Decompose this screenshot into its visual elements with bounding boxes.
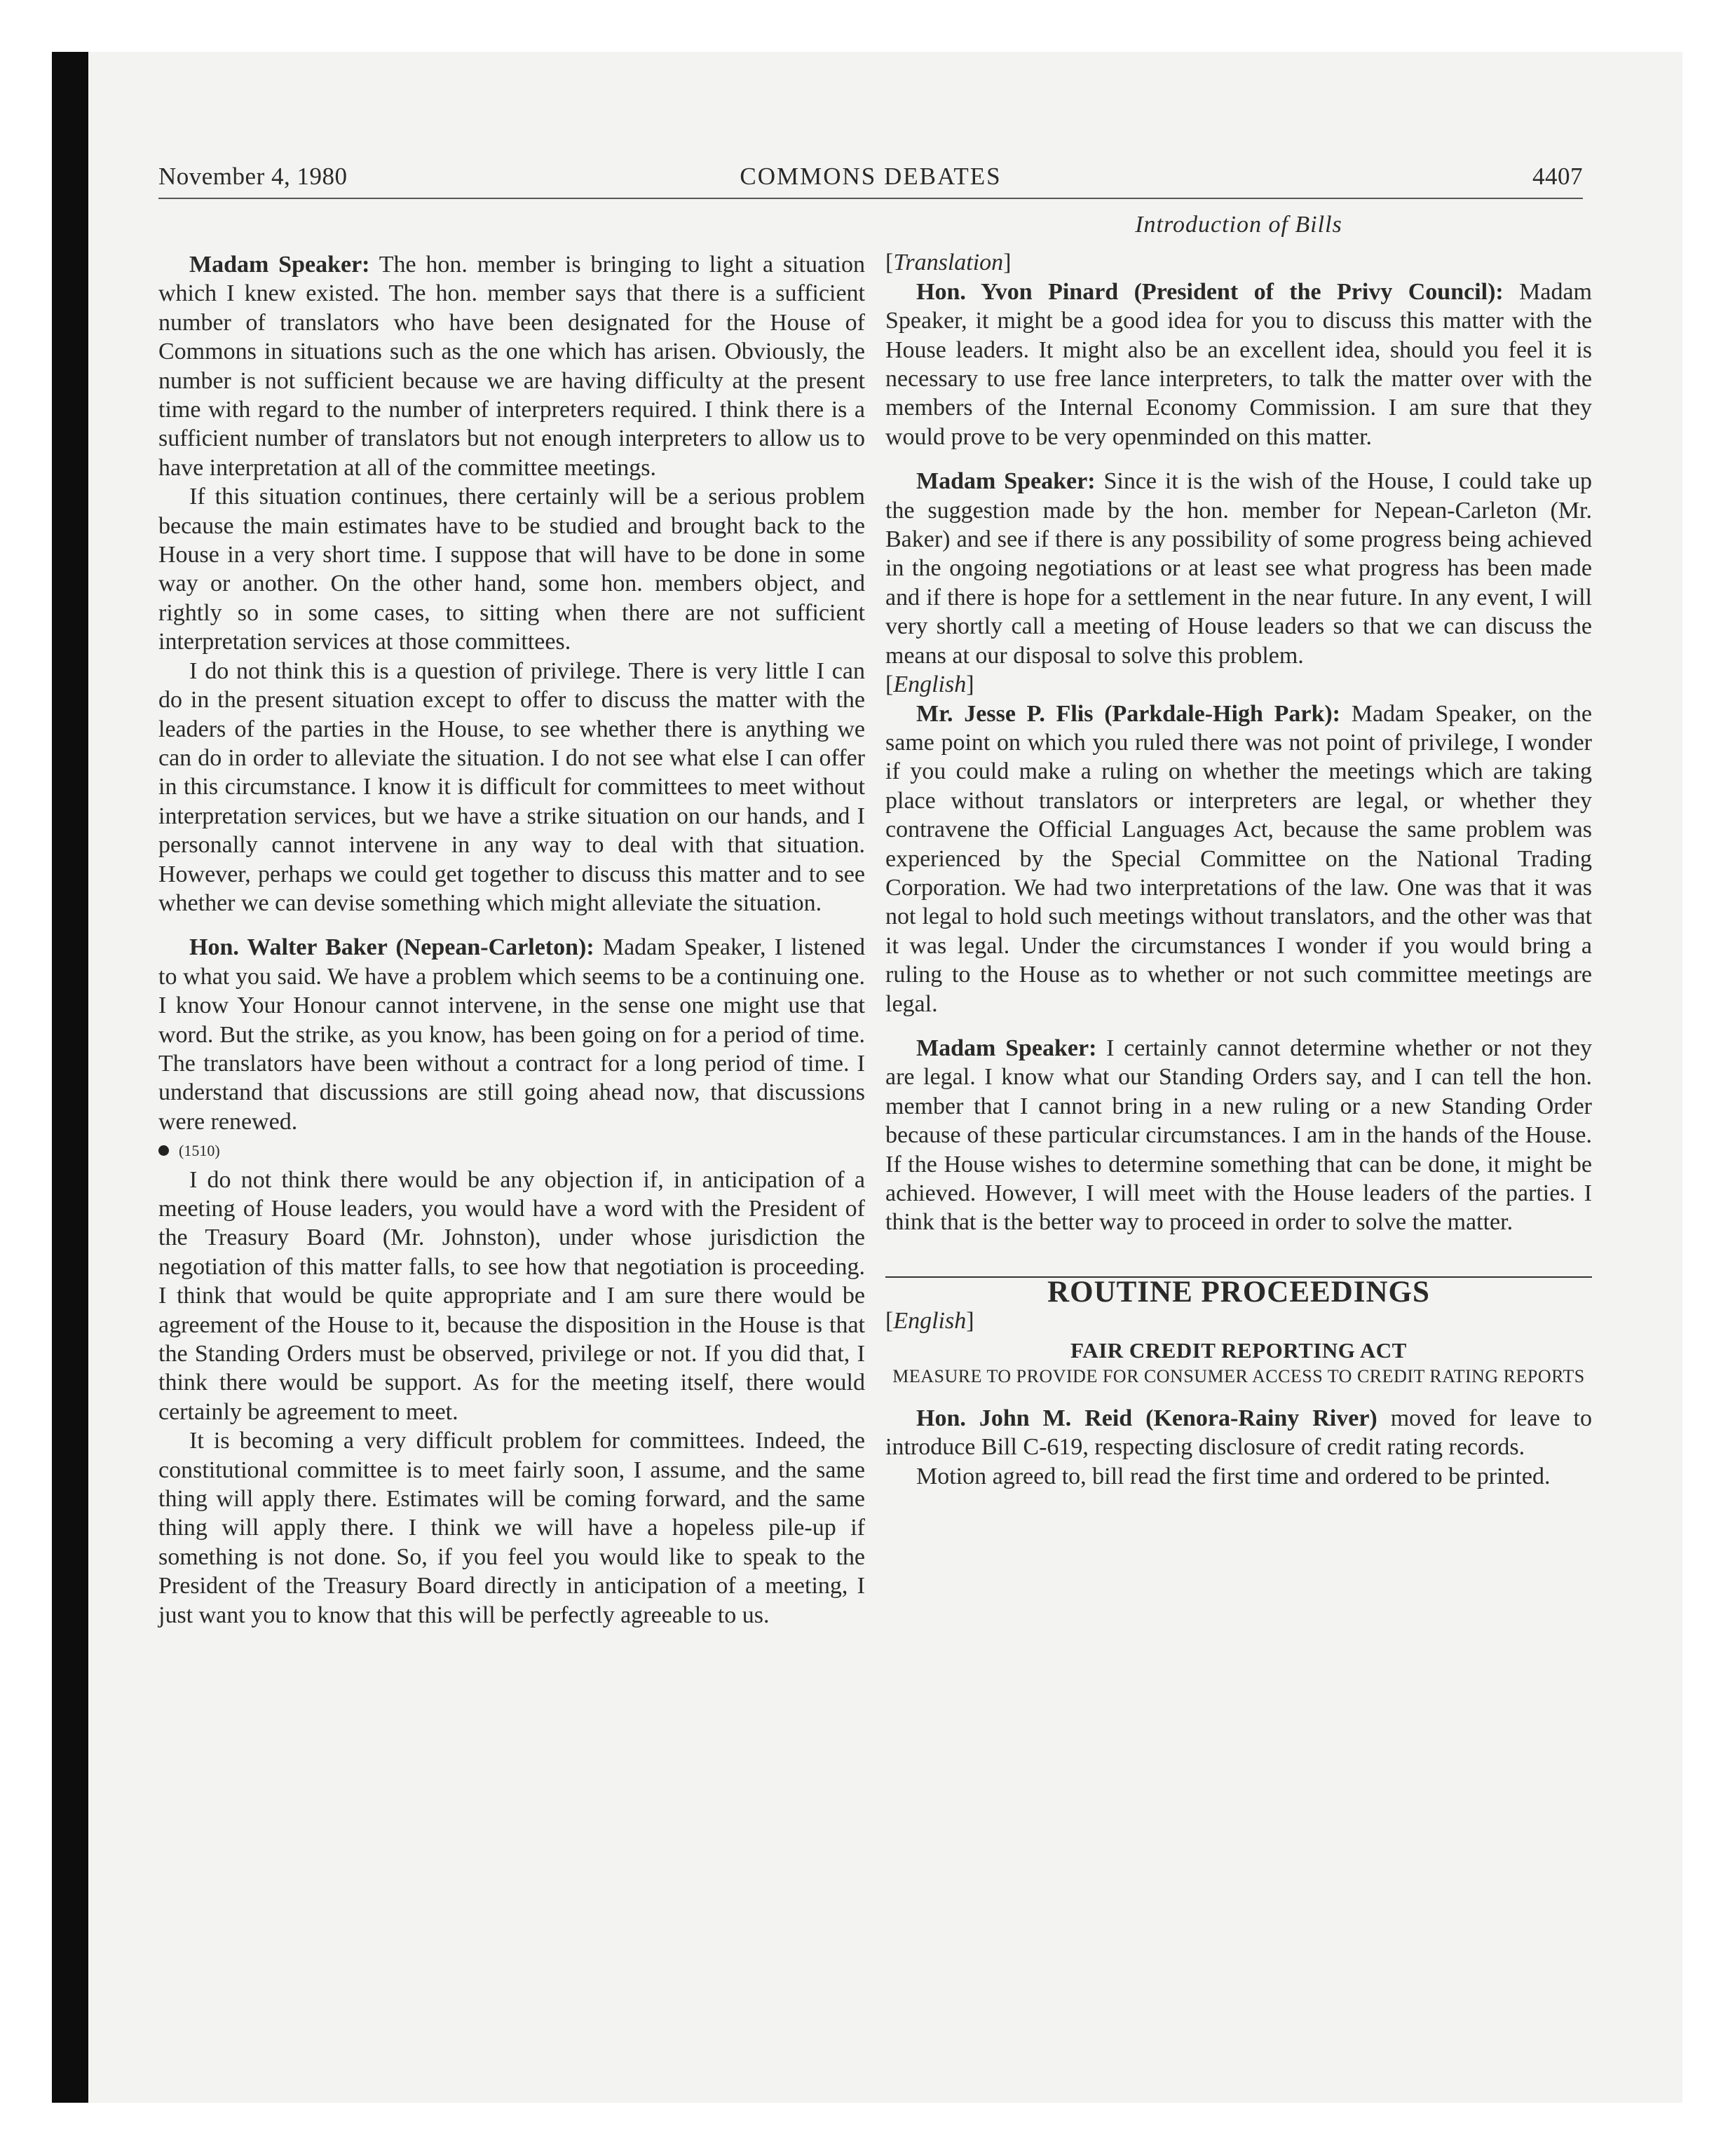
speech-paragraph [885, 278, 1592, 451]
speaker-name: Madam Speaker: [916, 1035, 1097, 1061]
speaker-name: Hon. John M. Reid (Kenora-Rainy River) [916, 1405, 1377, 1432]
speech-paragraph [885, 1034, 1592, 1237]
bullet-icon [158, 1145, 169, 1156]
right-column [885, 210, 1592, 1491]
act-subtitle: MEASURE TO PROVIDE FOR CONSUMER ACCESS TO CREDIT RATING REPORTS [892, 1366, 1585, 1387]
speech-text: Since it is the wish of the House, I could take up the suggestion made by the hon. member for Nepean-Carleton (Mr. Baker) and see if there is any possibility of some progress being achieved in the ongoing negotiations or at least see what progress has been made and if there is hope for a settlement in the near future. In any event, I will very shortly call a meeting of House leaders so that we can discuss the means at our disposal to solve this problem. [885, 468, 1592, 669]
language-marker-text: English [893, 671, 967, 698]
speech-paragraph: If this situation continues, there certainly will be a serious problem because the main estimates have to be studied and brought back to the House in a very short time. I suppose that will have to be done in some way or another. On the other hand, some hon. members object, and rightly so in some cases, to sitting when there are not sufficient interpretation services at those committees. [158, 484, 865, 655]
language-marker: [English] [885, 671, 974, 698]
speech-paragraph [885, 700, 1592, 1018]
left-column [158, 210, 865, 1630]
speech-paragraph: Motion agreed to, bill read the first time and ordered to be printed. [916, 1463, 1551, 1489]
speaker-name: Madam Speaker: [916, 468, 1096, 495]
speech-text: The hon. member is bringing to light a situation which I knew existed. The hon. member says that there is a sufficient number of translators who have been designated for the House of Commons in situations such as the one which has arisen. Obviously, the number is not sufficient because we are having difficulty at the present time with regard to the number of interpreters required. I think there is a sufficient number of translators but not enough interpreters to allow us to have interpretation at all of the committee meetings. [158, 252, 865, 481]
routine-proceedings-heading: ROUTINE PROCEEDINGS [1047, 1275, 1430, 1309]
speech-paragraph [158, 250, 865, 482]
time-marker-text: (1510) [179, 1142, 220, 1160]
language-marker: [English] [885, 1308, 974, 1335]
speech-text: Madam Speaker, it might be a good idea for you to discuss this matter with the House leaders. It might also be an excellent idea, should you feel it is necessary to use free lance interpreters, to talk the matter over with the members of the Internal Economy Commission. I am sure that they would prove to be very openminded on this matter. [885, 278, 1592, 450]
language-marker-text: Translation [893, 250, 1004, 276]
running-head [158, 163, 1583, 199]
language-marker: [Translation] [885, 250, 1012, 276]
speech-paragraph [885, 1404, 1592, 1462]
speech-paragraph [885, 467, 1592, 670]
speaker-name: Madam Speaker: [189, 252, 370, 278]
speech-text: moved for leave to introduce Bill C-619, respecting disclosure of credit rating records. [885, 1405, 1592, 1461]
language-marker-text: English [893, 1308, 967, 1335]
scan-binding-edge [52, 52, 88, 2103]
speech-paragraph: I do not think there would be any objection if, in anticipation of a meeting of House leaders, you would have a word with the President of the Treasury Board (Mr. Johnston), under whose jurisdiction the negotiation of this matter falls, to see how that negotiation is proceeding. I think that would be quite appropriate and I am sure there would be agreement of the House to it, because the disposition in the House is that the Standing Orders must be observed, privilege or not. If you did that, I think there would be support. As for the meeting itself, there would certainly be agreement to meet. [158, 1166, 865, 1425]
speech-paragraph [158, 933, 865, 1136]
header-page-number: 4407 [1532, 163, 1583, 190]
speaker-name: Mr. Jesse P. Flis (Parkdale-High Park): [916, 700, 1340, 727]
header-date: November 4, 1980 [158, 163, 348, 190]
act-title: FAIR CREDIT REPORTING ACT [1070, 1337, 1407, 1363]
speech-text: Madam Speaker, I listened to what you said. We have a problem which seems to be a continuing one. I know Your Honour cannot intervene, in the sense one might use that word. But the strike, as you know, has been going on for a period of time. The translators have been without a contract for a long period of time. I understand that discussions are still going ahead now, that discussions were renewed. [158, 934, 865, 1135]
speaker-name: Hon. Yvon Pinard (President of the Privy Council): [916, 278, 1504, 305]
section-label: Introduction of Bills [1135, 212, 1342, 238]
time-marker [158, 1136, 865, 1165]
speech-paragraph: I do not think this is a question of privilege. There is very little I can do in the present situation except to offer to discuss the matter with the leaders of the parties in the House, to see whether there is anything we can do in order to alleviate the situation. I do not see what else I can offer in this circumstance. I know it is difficult for committees to meet without interpretation services, but we have a strike situation on our hands, and I personally cannot intervene in any way to deal with that situation. However, perhaps we could get together to discuss this matter and to see whether we can devise something which might alleviate the situation. [158, 657, 865, 916]
speaker-name: Hon. Walter Baker (Nepean-Carleton): [189, 934, 594, 961]
header-title: COMMONS DEBATES [740, 163, 1002, 190]
speech-text: I certainly cannot determine whether or not they are legal. I know what our Standing Orders say, and I can tell the hon. member that I cannot bring in a new ruling or a new Standing Order because of these particular circumstances. I am in the hands of the House. If the House wishes to determine something that can be done, it might be achieved. However, I will meet with the House leaders of the parties. I think that is the better way to proceed in order to solve the matter. [885, 1035, 1592, 1236]
speech-paragraph: It is becoming a very difficult problem for committees. Indeed, the constitutional committee is to meet fairly soon, I assume, and the same thing will apply there. Estimates will be coming forward, and the same thing will apply there. I think we will have a hopeless pile-up if something is not done. So, if you feel you would like to speak to the President of the Treasury Board directly in anticipation of a meeting, I just want you to know that this will be perfectly agreeable to us. [158, 1428, 865, 1628]
speech-text: Madam Speaker, on the same point on which you ruled there was not point of privilege, I wonder if you could make a ruling on whether the meetings which are taking place without translators or interpreters are legal, or whether they contravene the Official Languages Act, because the same problem was experienced by the Special Committee on the National Trading Corporation. We had two interpretations of the law. One was that it was not legal to hold such meetings without translators, and the other was that it was legal. Under the circumstances I wonder if you would bring a ruling to the House as to whether or not such committee meetings are legal. [885, 700, 1592, 1017]
